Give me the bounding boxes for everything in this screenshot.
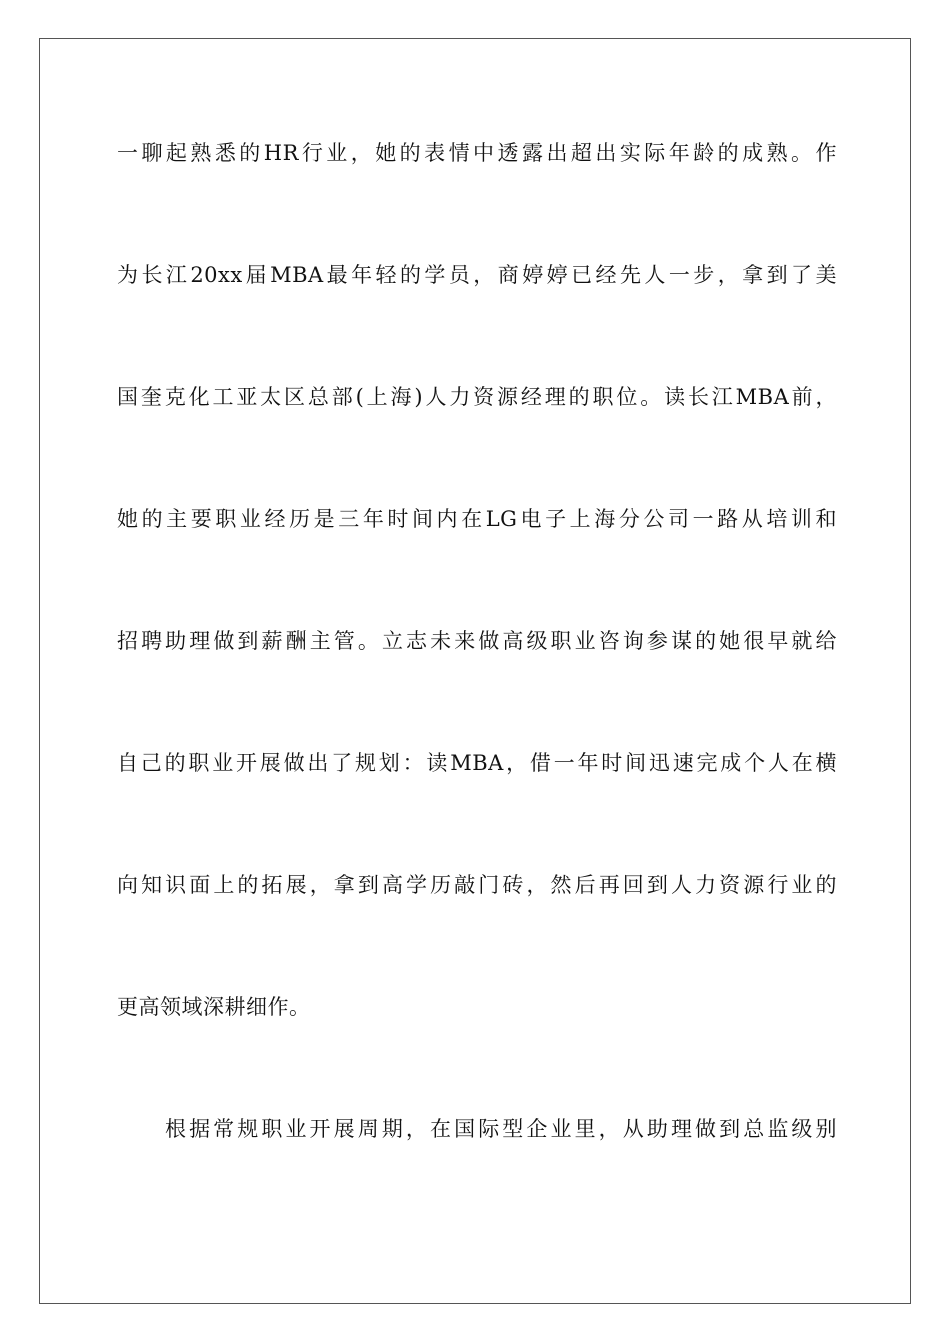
paragraph-line-9: 根据常规职业开展周期，在国际型企业里，从助理做到总监级别 xyxy=(165,1117,837,1141)
paragraph-line-3: 国奎克化工亚太区总部(上海)人力资源经理的职位。读长江MBA前， xyxy=(117,385,837,409)
paragraph-line-7: 向知识面上的拓展，拿到高学历敲门砖，然后再回到人力资源行业的 xyxy=(117,873,837,897)
paragraph-line-8: 更高领域深耕细作。 xyxy=(117,995,311,1019)
paragraph-line-1: 一聊起熟悉的HR行业，她的表情中透露出超出实际年龄的成熟。作 xyxy=(117,141,837,165)
paragraph-line-5: 招聘助理做到薪酬主管。立志未来做高级职业咨询参谋的她很早就给 xyxy=(117,629,837,653)
paragraph-line-2: 为长江20xx届MBA最年轻的学员，商婷婷已经先人一步，拿到了美 xyxy=(117,263,837,287)
paragraph-line-6: 自己的职业开展做出了规划：读MBA，借一年时间迅速完成个人在横 xyxy=(117,751,837,775)
paragraph-line-4: 她的主要职业经历是三年时间内在LG电子上海分公司一路从培训和 xyxy=(117,507,837,531)
